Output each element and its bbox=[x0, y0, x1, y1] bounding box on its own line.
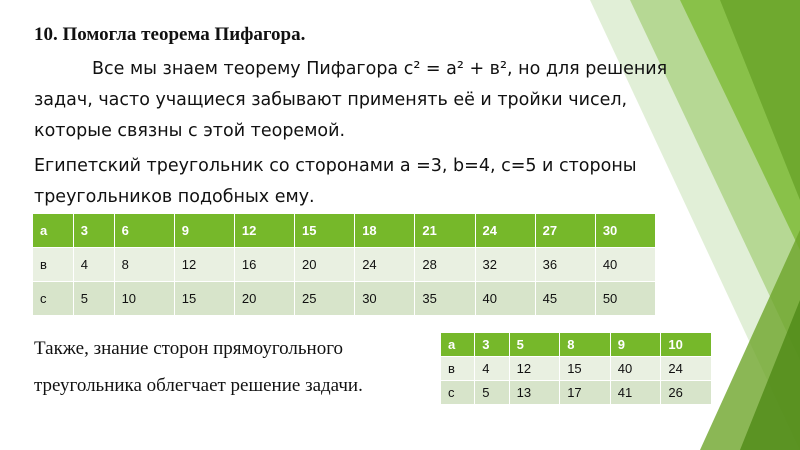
table-cell: 12 bbox=[174, 248, 234, 282]
table-cell: 13 bbox=[509, 381, 560, 405]
table-cell: 16 bbox=[234, 248, 294, 282]
table-cell: с bbox=[33, 282, 74, 316]
table-cell: 12 bbox=[509, 357, 560, 381]
table-row bbox=[441, 381, 712, 405]
table-cell: 9 bbox=[174, 214, 234, 248]
paragraph-egyptian-triangle: Египетский треугольник со сторонами а =3, b=4, с=5 и стороны треугольников подобных ему. bbox=[34, 156, 637, 207]
paragraph-line: Также, знание сторон прямоугольного bbox=[34, 338, 344, 359]
table-cell: с bbox=[441, 381, 475, 405]
slide-title: 10. Помогла теорема Пифагора. bbox=[34, 24, 306, 45]
table-cell: 28 bbox=[415, 248, 475, 282]
table-cell: 15 bbox=[295, 214, 355, 248]
table-cell: 9 bbox=[610, 333, 661, 357]
table-cell: 3 bbox=[73, 214, 114, 248]
table-cell: 25 bbox=[295, 282, 355, 316]
table-cell: 26 bbox=[661, 381, 712, 405]
table-cell: 4 bbox=[73, 248, 114, 282]
table-cell: 30 bbox=[595, 214, 655, 248]
table-cell: 6 bbox=[114, 214, 174, 248]
table-cell: а bbox=[441, 333, 475, 357]
table-cell: 8 bbox=[114, 248, 174, 282]
table-cell: 35 bbox=[415, 282, 475, 316]
table-cell: 5 bbox=[475, 381, 509, 405]
table-cell: 20 bbox=[295, 248, 355, 282]
table-cell: 41 bbox=[610, 381, 661, 405]
paragraph-line: треугольника облегчает решение задачи. bbox=[34, 375, 363, 396]
table-cell: 15 bbox=[560, 357, 611, 381]
table-cell: 36 bbox=[535, 248, 595, 282]
table-cell: 20 bbox=[234, 282, 294, 316]
table-cell: 10 bbox=[114, 282, 174, 316]
table-row bbox=[33, 214, 656, 248]
table-cell: 4 bbox=[475, 357, 509, 381]
pythagorean-triples-table bbox=[440, 332, 712, 405]
table-cell: 10 bbox=[661, 333, 712, 357]
table-cell: 24 bbox=[475, 214, 535, 248]
table-cell: 24 bbox=[661, 357, 712, 381]
table-cell: 15 bbox=[174, 282, 234, 316]
table-row bbox=[441, 333, 712, 357]
paragraph-pythagoras: Все мы знаем теорему Пифагора с² = а² + в², но для решения задач, часто учащиеся забывают применять её и тройки чисел, которые связны с этой теоремой. bbox=[34, 59, 668, 141]
table-cell: 24 bbox=[355, 248, 415, 282]
table-cell: 40 bbox=[610, 357, 661, 381]
table-cell: 40 bbox=[595, 248, 655, 282]
table-row bbox=[441, 357, 712, 381]
table-cell: а bbox=[33, 214, 74, 248]
table-cell: 50 bbox=[595, 282, 655, 316]
table-cell: 45 bbox=[535, 282, 595, 316]
paragraph-right-triangle bbox=[34, 330, 454, 404]
table-cell: в bbox=[441, 357, 475, 381]
table-row bbox=[33, 282, 656, 316]
table-cell: 27 bbox=[535, 214, 595, 248]
table-cell: 17 bbox=[560, 381, 611, 405]
table-row bbox=[33, 248, 656, 282]
table-cell: 5 bbox=[509, 333, 560, 357]
egyptian-triples-table bbox=[32, 213, 656, 316]
table-cell: 5 bbox=[73, 282, 114, 316]
table-cell: 32 bbox=[475, 248, 535, 282]
table-cell: 30 bbox=[355, 282, 415, 316]
table-cell: 12 bbox=[234, 214, 294, 248]
table-cell: 3 bbox=[475, 333, 509, 357]
table-cell: в bbox=[33, 248, 74, 282]
table-cell: 8 bbox=[560, 333, 611, 357]
table-cell: 21 bbox=[415, 214, 475, 248]
table-cell: 40 bbox=[475, 282, 535, 316]
table-cell: 18 bbox=[355, 214, 415, 248]
